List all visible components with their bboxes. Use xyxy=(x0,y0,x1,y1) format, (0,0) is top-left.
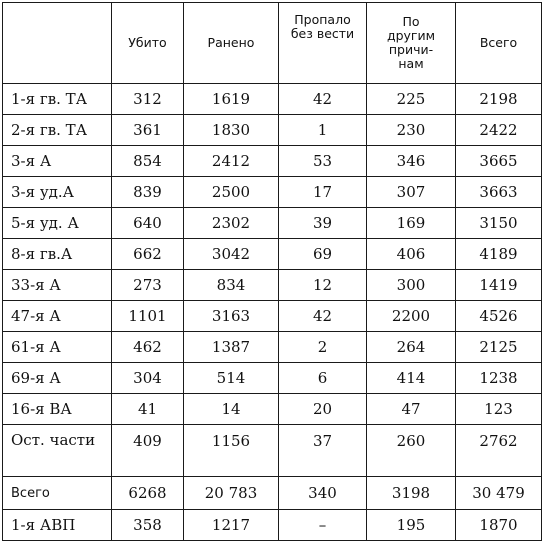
missing-cell: 69 xyxy=(279,239,367,270)
missing-cell: 6 xyxy=(279,363,367,394)
killed-cell: 662 xyxy=(112,239,184,270)
header-cell-wounded: Ранено xyxy=(184,3,279,84)
total-cell: 3665 xyxy=(456,146,542,177)
killed-cell: 462 xyxy=(112,332,184,363)
total-cell: 1419 xyxy=(456,270,542,301)
total-cell: 123 xyxy=(456,394,542,425)
killed-cell: 854 xyxy=(112,146,184,177)
killed-cell: 41 xyxy=(112,394,184,425)
total-cell: 2762 xyxy=(456,425,542,477)
missing-cell: 17 xyxy=(279,177,367,208)
unit-label: 2-я гв. ТА xyxy=(3,115,112,146)
missing-cell: 1 xyxy=(279,115,367,146)
header-cell-unit xyxy=(3,3,112,84)
wounded-cell: 1156 xyxy=(184,425,279,477)
other-cell: 3198 xyxy=(367,477,456,510)
unit-label: 33-я А xyxy=(3,270,112,301)
table-row xyxy=(3,84,542,115)
wounded-cell: 3163 xyxy=(184,301,279,332)
other-cell: 230 xyxy=(367,115,456,146)
other-cell: 225 xyxy=(367,84,456,115)
table-row xyxy=(3,208,542,239)
table-row xyxy=(3,146,542,177)
unit-label: Ост. части xyxy=(3,425,112,477)
killed-cell: 304 xyxy=(112,363,184,394)
missing-cell: 20 xyxy=(279,394,367,425)
missing-cell: 340 xyxy=(279,477,367,510)
missing-cell: 42 xyxy=(279,301,367,332)
wounded-cell: 2302 xyxy=(184,208,279,239)
wounded-cell: 1619 xyxy=(184,84,279,115)
killed-cell: 640 xyxy=(112,208,184,239)
missing-cell: 12 xyxy=(279,270,367,301)
unit-label: 69-я А xyxy=(3,363,112,394)
unit-label: 47-я А xyxy=(3,301,112,332)
header-cell-missing: Пропало без вести xyxy=(279,3,367,84)
casualty-table xyxy=(2,2,542,541)
table-row xyxy=(3,115,542,146)
wounded-cell: 514 xyxy=(184,363,279,394)
missing-cell: 37 xyxy=(279,425,367,477)
other-cell: 307 xyxy=(367,177,456,208)
table-row xyxy=(3,332,542,363)
unit-label: 1-я АВП xyxy=(3,510,112,541)
wounded-cell: 3042 xyxy=(184,239,279,270)
killed-cell: 409 xyxy=(112,425,184,477)
total-cell: 4526 xyxy=(456,301,542,332)
wounded-cell: 834 xyxy=(184,270,279,301)
table-row xyxy=(3,425,542,477)
wounded-cell: 2500 xyxy=(184,177,279,208)
unit-label: 16-я ВА xyxy=(3,394,112,425)
total-cell: 30 479 xyxy=(456,477,542,510)
other-cell: 195 xyxy=(367,510,456,541)
wounded-cell: 1387 xyxy=(184,332,279,363)
total-cell: 4189 xyxy=(456,239,542,270)
other-cell: 2200 xyxy=(367,301,456,332)
wounded-cell: 1830 xyxy=(184,115,279,146)
total-cell: 3150 xyxy=(456,208,542,239)
table-row xyxy=(3,363,542,394)
unit-label: 3-я А xyxy=(3,146,112,177)
missing-cell: 42 xyxy=(279,84,367,115)
killed-cell: 312 xyxy=(112,84,184,115)
table-row xyxy=(3,239,542,270)
table-row xyxy=(3,394,542,425)
missing-cell: 2 xyxy=(279,332,367,363)
missing-cell: 53 xyxy=(279,146,367,177)
total-cell: 2422 xyxy=(456,115,542,146)
wounded-cell: 2412 xyxy=(184,146,279,177)
missing-cell: 39 xyxy=(279,208,367,239)
unit-label: 3-я уд.А xyxy=(3,177,112,208)
header-cell-other-causes: По другим причи- нам xyxy=(367,3,456,84)
total-cell: 1238 xyxy=(456,363,542,394)
other-cell: 169 xyxy=(367,208,456,239)
table-row xyxy=(3,177,542,208)
table-row xyxy=(3,301,542,332)
other-cell: 414 xyxy=(367,363,456,394)
wounded-cell: 20 783 xyxy=(184,477,279,510)
other-cell: 47 xyxy=(367,394,456,425)
killed-cell: 358 xyxy=(112,510,184,541)
missing-cell: – xyxy=(279,510,367,541)
killed-cell: 839 xyxy=(112,177,184,208)
header-cell-killed: Убито xyxy=(112,3,184,84)
table-row xyxy=(3,510,542,541)
other-cell: 406 xyxy=(367,239,456,270)
total-cell: 3663 xyxy=(456,177,542,208)
total-cell: 1870 xyxy=(456,510,542,541)
table-row xyxy=(3,270,542,301)
other-cell: 346 xyxy=(367,146,456,177)
total-cell: 2125 xyxy=(456,332,542,363)
header-cell-total: Всего xyxy=(456,3,542,84)
killed-cell: 6268 xyxy=(112,477,184,510)
unit-label: 61-я А xyxy=(3,332,112,363)
killed-cell: 361 xyxy=(112,115,184,146)
other-cell: 260 xyxy=(367,425,456,477)
wounded-cell: 14 xyxy=(184,394,279,425)
unit-label: 1-я гв. ТА xyxy=(3,84,112,115)
other-cell: 300 xyxy=(367,270,456,301)
killed-cell: 273 xyxy=(112,270,184,301)
unit-label: 8-я гв.А xyxy=(3,239,112,270)
other-cell: 264 xyxy=(367,332,456,363)
unit-label: 5-я уд. А xyxy=(3,208,112,239)
unit-label: Всего xyxy=(3,477,112,510)
header-row xyxy=(3,3,542,84)
total-cell: 2198 xyxy=(456,84,542,115)
wounded-cell: 1217 xyxy=(184,510,279,541)
killed-cell: 1101 xyxy=(112,301,184,332)
table-row-total xyxy=(3,477,542,510)
